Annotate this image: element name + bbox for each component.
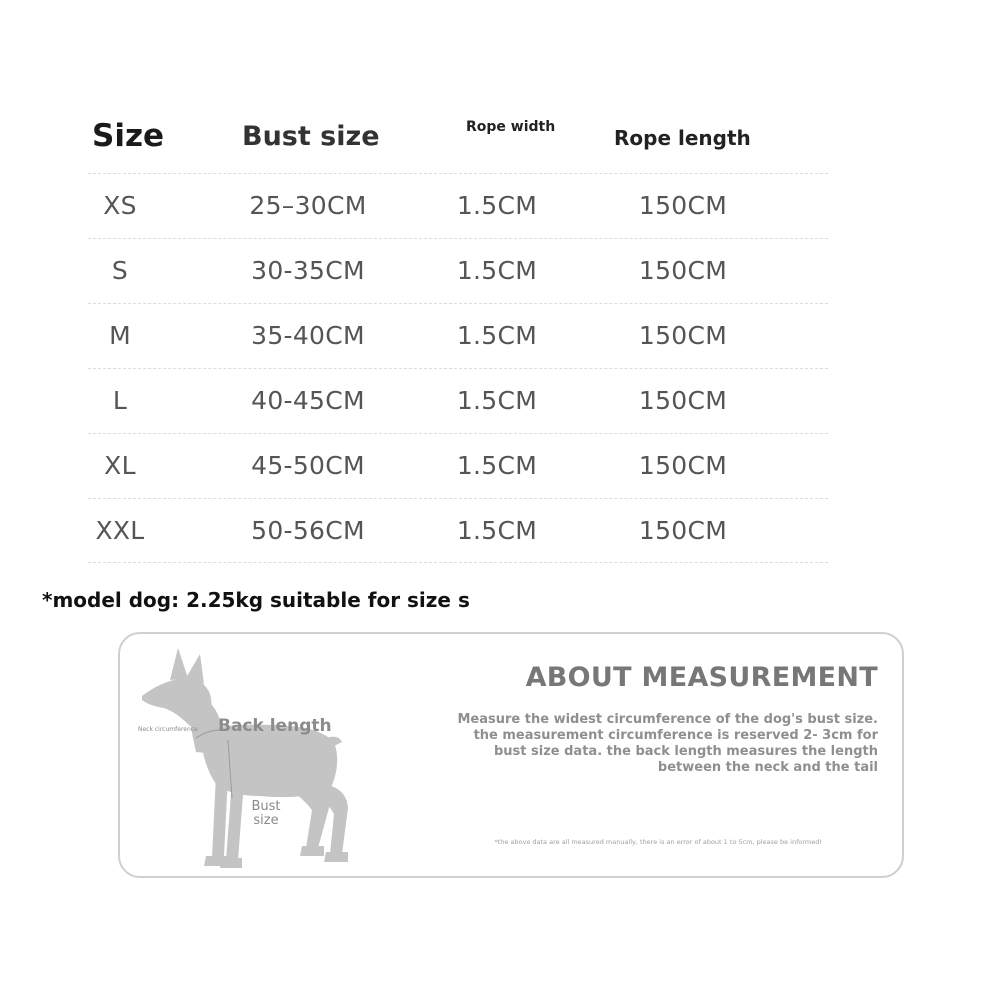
cell-rope-length: 150CM	[638, 451, 728, 480]
cell-rope-width: 1.5CM	[456, 386, 538, 415]
neck-circumference-label: Neck circumference	[138, 726, 198, 733]
cell-rope-length: 150CM	[638, 386, 728, 415]
cell-rope-length: 150CM	[638, 191, 728, 220]
row-divider	[88, 238, 828, 239]
cell-size: S	[111, 256, 129, 285]
cell-rope-width: 1.5CM	[456, 451, 538, 480]
cell-size: XL	[104, 451, 136, 480]
cell-rope-length: 150CM	[638, 321, 728, 350]
cell-size: XXL	[95, 516, 145, 545]
cell-rope-length: 150CM	[638, 256, 728, 285]
row-divider	[88, 368, 828, 369]
cell-rope-width: 1.5CM	[456, 256, 538, 285]
cell-size: L	[112, 386, 128, 415]
dog-silhouette-icon	[120, 634, 450, 880]
header-size: Size	[92, 118, 165, 154]
cell-rope-length: 150CM	[638, 516, 728, 545]
cell-bust: 25–30CM	[249, 191, 367, 220]
about-measurement-title: ABOUT MEASUREMENT	[525, 662, 878, 693]
header-rope-width: Rope width	[466, 119, 556, 135]
table-row	[88, 368, 828, 433]
cell-bust: 40-45CM	[251, 386, 365, 415]
cell-rope-width: 1.5CM	[456, 191, 538, 220]
row-divider	[88, 433, 828, 434]
bust-size-label: Bust size	[251, 799, 281, 828]
header-bust-size: Bust size	[242, 121, 380, 152]
cell-rope-width: 1.5CM	[456, 321, 538, 350]
cell-bust: 30-35CM	[251, 256, 365, 285]
row-divider	[88, 498, 828, 499]
table-row	[88, 433, 828, 498]
cell-rope-width: 1.5CM	[456, 516, 538, 545]
measurement-description: Measure the widest circumference of the dog's bust size. the measurement circumference is reserved 2- 3cm for bust size data. the back length measures the length between the neck and the tail	[457, 712, 878, 775]
measurement-card	[118, 632, 904, 878]
row-divider	[88, 303, 828, 304]
table-row	[88, 303, 828, 368]
cell-size: M	[109, 321, 131, 350]
back-length-label: Back length	[218, 716, 332, 736]
table-row	[88, 498, 828, 563]
cell-size: XS	[103, 191, 137, 220]
model-dog-note: *model dog: 2.25kg suitable for size s	[42, 588, 470, 612]
header-rope-length: Rope length	[614, 126, 751, 150]
row-divider	[88, 562, 828, 563]
cell-bust: 35-40CM	[251, 321, 365, 350]
table-row	[88, 238, 828, 303]
row-divider	[88, 173, 828, 174]
cell-bust: 45-50CM	[251, 451, 365, 480]
cell-bust: 50-56CM	[251, 516, 365, 545]
table-row	[88, 173, 828, 238]
measurement-disclaimer: *the above data are all measured manually, there is an error of about 1 to 5cm, please be informed!	[494, 838, 822, 846]
